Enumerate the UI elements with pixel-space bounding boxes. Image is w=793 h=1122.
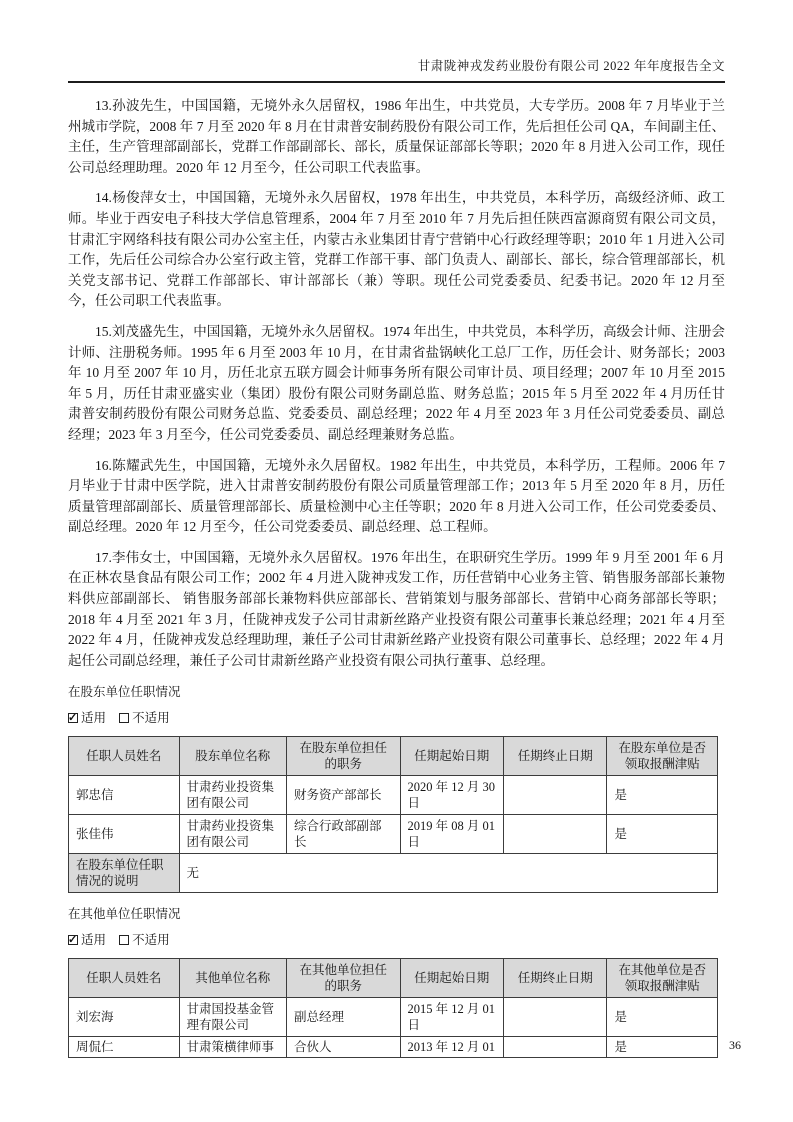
column-header: 在其他单位担任的职务	[286, 959, 400, 998]
cell-position: 合伙人	[286, 1037, 400, 1058]
shareholder-positions-table	[68, 736, 718, 893]
cell-start-date: 2013 年 12 月 01	[400, 1037, 503, 1058]
cell-paid: 是	[607, 776, 718, 815]
cell-position: 财务资产部部长	[286, 776, 400, 815]
cell-end-date	[503, 815, 606, 854]
table-row	[69, 776, 718, 815]
note-row	[69, 854, 718, 893]
applicable-label: 适用	[81, 711, 107, 726]
column-header: 在股东单位是否领取报酬津贴	[607, 737, 718, 776]
cell-end-date	[503, 776, 606, 815]
column-header: 在股东单位担任的职务	[286, 737, 400, 776]
cell-start-date: 2020 年 12 月 30 日	[400, 776, 503, 815]
bio-paragraph-17: 17.李伟女士，中国国籍，无境外永久居留权。1976 年出生，在职研究生学历。1999 年 9 月至 2001 年 6 月在正林农垦食品有限公司工作；2002 年 4 月进入陇神戎发工作，历任营销中心业务主管、销售服务部部长兼物料供应部副部长、 销售服务部部长兼物料供应部部长、营销策划与服务部部长、营销中心商务部部长等职；2018 年 4 月至 2021 年 3 月，任陇神戎发子公司甘肃新丝路产业投资有限公司董事长兼总经理；2021 年 4 月至 2022 年 4 月，任陇神戎发总经理助理，兼任子公司甘肃新丝路产业投资有限公司董事长、总经理；2022 年 4 月起任公司副总经理，兼任子公司甘肃新丝路产业投资有限公司执行董事、总经理。	[68, 549, 725, 668]
not-applicable-label: 不适用	[132, 933, 170, 948]
cell-person-name: 周侃仁	[69, 1037, 180, 1058]
column-header: 在其他单位是否领取报酬津贴	[607, 959, 718, 998]
applicable-line-other	[68, 932, 725, 949]
cell-paid: 是	[607, 998, 718, 1037]
column-header: 任期起始日期	[400, 737, 503, 776]
cell-end-date	[503, 1037, 606, 1058]
cell-paid: 是	[607, 815, 718, 854]
section-title-shareholder-positions: 在股东单位任职情况	[68, 685, 181, 700]
table-row	[69, 1037, 718, 1058]
section-title-other-positions: 在其他单位任职情况	[68, 907, 181, 922]
cell-start-date: 2019 年 08 月 01 日	[400, 815, 503, 854]
column-header: 任职人员姓名	[69, 959, 180, 998]
note-label-cell: 在股东单位任职情况的说明	[69, 854, 180, 893]
column-header: 任期终止日期	[503, 959, 606, 998]
cell-paid: 是	[607, 1037, 718, 1058]
cell-start-date: 2015 年 12 月 01 日	[400, 998, 503, 1037]
cell-person-name: 张佳伟	[69, 815, 180, 854]
table-row	[69, 815, 718, 854]
column-header: 任期终止日期	[503, 737, 606, 776]
cell-position: 综合行政部副部长	[286, 815, 400, 854]
applicable-label: 适用	[81, 933, 107, 948]
note-value-cell: 无	[179, 854, 718, 893]
unchecked-checkbox-icon	[119, 935, 129, 945]
cell-unit-name: 甘肃策横律师事	[179, 1037, 286, 1058]
cell-unit-name: 甘肃药业投资集团有限公司	[179, 776, 286, 815]
bio-paragraph-13: 13.孙波先生，中国国籍，无境外永久居留权，1986 年出生，中共党员，大专学历。2008 年 7 月毕业于兰州城市学院，2008 年 7 月至 2020 年 8 月在甘肃普安制药股份有限公司工作，先后担任公司 QA，车间副主任、主任，生产管理部副部长，党群工作部副部长、部长，质量保证部部长等职；2020 年 8 月进入公司工作，现任公司总经理助理。2020 年 12 月至今，任公司职工代表监事。	[68, 98, 725, 175]
not-applicable-label: 不适用	[132, 711, 170, 726]
column-header: 任期起始日期	[400, 959, 503, 998]
unchecked-checkbox-icon	[119, 713, 129, 723]
table-header-row	[69, 959, 718, 998]
bio-paragraph-14: 14.杨俊萍女士，中国国籍，无境外永久居留权，1978 年出生，中共党员，本科学历，高级经济师、政工师。毕业于西安电子科技大学信息管理系，2004 年 7 月至 2010 年 7 月先后担任陕西富源商贸有限公司文员，甘肃汇宇网络科技有限公司办公室主任，内蒙古永业集团甘青宁营销中心行政经理等职；2010 年 1 月进入公司工作，先后任公司综合办公室行政主管，党群工作部干事、部门负责人、副部长、部长，综合管理部部长，机关党支部书记、党群工作部部长、审计部部长（兼）等职。现任公司党委委员、纪委书记。2020 年 12 月至今，任公司职工代表监事。	[68, 190, 725, 309]
other-positions-table	[68, 958, 718, 1058]
bio-paragraph-16: 16.陈耀武先生，中国国籍，无境外永久居留权。1982 年出生，中共党员，本科学历，工程师。2006 年 7 月毕业于甘肃中医学院，进入甘肃普安制药股份有限公司质量管理部工作；2013 年 5 月至 2020 年 8 月，历任质量管理部副部长、质量管理部部长、质量检测中心主任等职；2020 年 8 月进入公司工作，任公司党委委员、副总经理。2020 年 12 月至今，任公司党委委员、副总经理、总工程师。	[68, 457, 725, 535]
cell-end-date	[503, 998, 606, 1037]
table-row	[69, 998, 718, 1037]
bio-paragraph-15: 15.刘茂盛先生，中国国籍，无境外永久居留权。1974 年出生，中共党员，本科学历，高级会计师、注册会计师、注册税务师。1995 年 6 月至 2003 年 10 月，在甘肃省盐锅峡化工总厂工作，历任会计、财务部长；2003 年 10 月至 2007 年 10 月，历任北京五联方圆会计师事务所有限公司审计员、项目经理；2007 年 10 月至 2015 年 5 月，历任甘肃亚盛实业（集团）股份有限公司财务副总监、财务总监；2015 年 5 月至 2022 年 4 月历任甘肃普安制药股份有限公司财务总监、党委委员、副总经理；2022 年 4 月至 2023 年 3 月任公司党委委员、副总经理；2023 年 3 月至今，任公司党委委员、副总经理兼财务总监。	[68, 323, 725, 442]
checked-checkbox-icon	[68, 713, 78, 723]
column-header: 其他单位名称	[179, 959, 286, 998]
applicable-line-shareholder	[68, 710, 725, 727]
column-header: 任职人员姓名	[69, 737, 180, 776]
page-content	[68, 56, 725, 1058]
table-header-row	[69, 737, 718, 776]
document-header: 甘肃陇神戎发药业股份有限公司 2022 年年度报告全文	[68, 56, 725, 83]
cell-person-name: 郭忠信	[69, 776, 180, 815]
checked-checkbox-icon	[68, 935, 78, 945]
cell-unit-name: 甘肃国投基金管理有限公司	[179, 998, 286, 1037]
page-number: 36	[729, 1038, 741, 1052]
column-header: 股东单位名称	[179, 737, 286, 776]
cell-unit-name: 甘肃药业投资集团有限公司	[179, 815, 286, 854]
cell-person-name: 刘宏海	[69, 998, 180, 1037]
cell-position: 副总经理	[286, 998, 400, 1037]
